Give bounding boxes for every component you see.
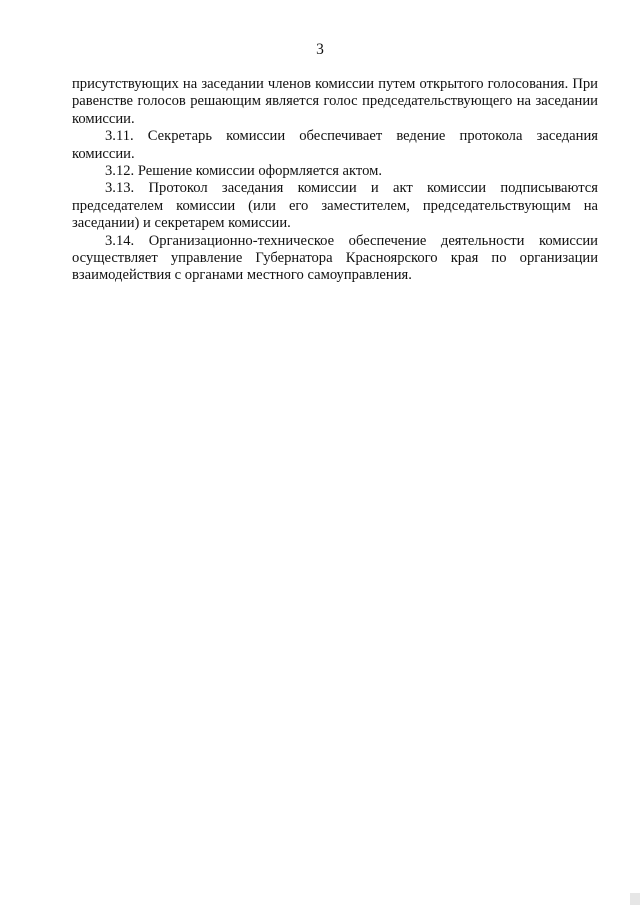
paragraph-3-11: 3.11. Секретарь комиссии обеспечивает ведение протокола заседания комиссии. (72, 128, 598, 162)
document-body (72, 76, 598, 285)
paragraph-continuation: присутствующих на заседании членов комиссии путем открытого голосования. При равенстве голосов решающим является голос председательствующего на заседании комиссии. (72, 76, 598, 127)
paragraph-3-13: 3.13. Протокол заседания комиссии и акт комиссии подписываются председателем комиссии (или его заместителем, председательствующим на заседании) и секретарем комиссии. (72, 180, 598, 232)
page-number: 3 (316, 41, 324, 58)
scan-edge-mark (630, 893, 640, 905)
paragraph-3-14: 3.14. Организационно-техническое обеспечение деятельности комиссии осуществляет управление Губернатора Красноярского края по организации взаимодействия с органами местного самоуправления. (72, 232, 598, 284)
paragraph-3-12: 3.12. Решение комиссии оформляется актом. (105, 163, 383, 180)
